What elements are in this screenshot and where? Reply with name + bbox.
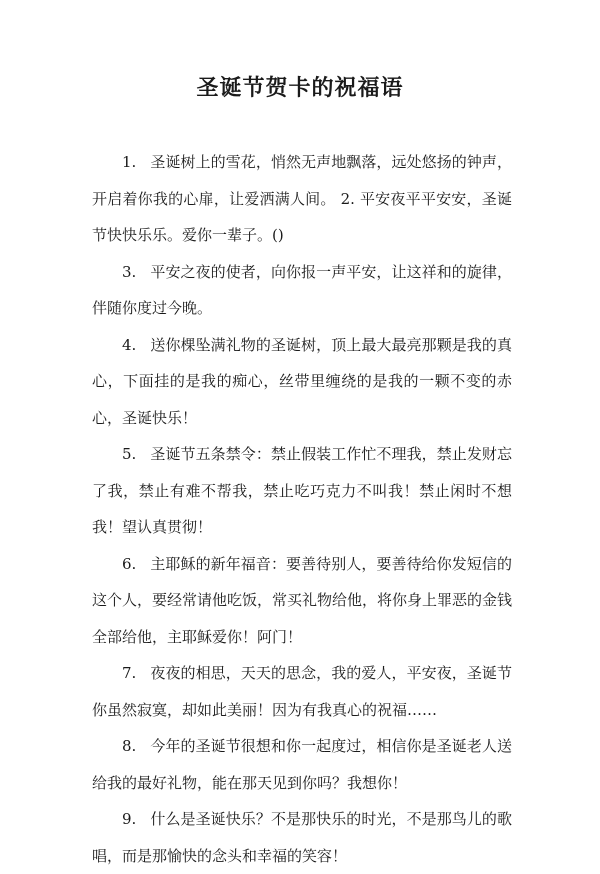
item-text: 今年的圣诞节很想和你一起度过，相信你是圣诞老人送给我的最好礼物，能在那天见到你吗？我想你！ [92,737,512,792]
item-number: 8. [122,737,137,755]
item-number: 3. [122,262,137,281]
item-number: 9. [122,810,137,828]
item-text: 圣诞树上的雪花，悄然无声地飘落，远处悠扬的钟声，开启着你我的心扉，让爱洒满人间。 2. 平安夜平平安安，圣诞节快快乐乐。爱你一辈子。() [92,153,512,244]
item-text: 圣诞节五条禁令：禁止假装工作忙不理我，禁止发财忘了我，禁止有难不帮我，禁止吃巧克力不叫我！禁止闲时不想我！望认真贯彻！ [92,445,512,536]
item-number: 7. [122,664,137,682]
item-number: 6. [122,554,137,573]
blessing-item-5 [92,436,512,546]
blessing-item-7 [92,655,512,728]
blessing-item-8 [92,728,512,801]
document-body [92,144,512,874]
blessing-item-3 [92,254,512,327]
blessing-item-1 [92,144,512,254]
blessing-item-4 [92,327,512,437]
blessing-item-6 [92,546,512,656]
document-title: 圣诞节贺卡的祝福语 [196,75,404,101]
item-text: 主耶稣的新年福音：要善待别人，要善待给你发短信的这个人，要经常请他吃饭，常买礼物给他，将你身上罪恶的金钱全部给他，主耶稣爱你！阿门！ [92,554,513,646]
item-text: 夜夜的相思，天天的思念，我的爱人，平安夜，圣诞节你虽然寂寞，却如此美丽！因为有我真心的祝福…… [92,664,512,719]
item-text: 平安之夜的使者，向你报一声平安，让这祥和的旋律，伴随你度过今晚。 [92,262,512,317]
item-text: 送你棵坠满礼物的圣诞树，顶上最大最亮那颗是我的真心，下面挂的是我的痴心，丝带里缠绕的是我的一颗不变的赤心，圣诞快乐！ [92,335,512,427]
item-number: 4. [122,335,137,354]
item-number: 5. [122,445,137,463]
item-text: 什么是圣诞快乐？不是那快乐的时光，不是那鸟儿的歌唱，而是那愉快的念头和幸福的笑容！ [92,810,512,865]
item-number: 1. [122,153,137,171]
blessing-item-9 [92,801,512,874]
